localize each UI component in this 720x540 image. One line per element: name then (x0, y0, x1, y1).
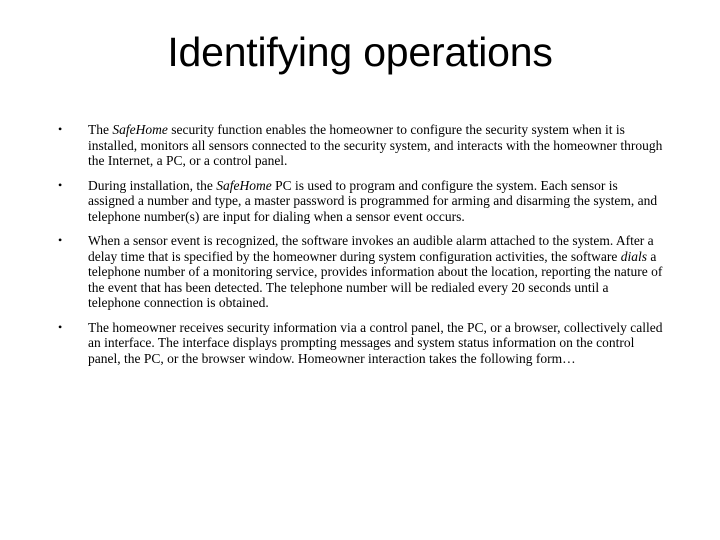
text-segment-italic: SafeHome (216, 177, 272, 193)
bullet-list (56, 122, 664, 375)
bullet-icon: • (58, 177, 63, 192)
bullet-item (56, 320, 664, 367)
text-segment: security function enables the homeowner to configure the security system when it is installed, monitors all sensors connected to the security system, and interacts with the homeowner through the Internet, a PC, or a control panel. (88, 122, 663, 168)
text-segment-italic: dials (620, 248, 647, 264)
bullet-item (56, 233, 664, 311)
bullet-item (56, 178, 664, 225)
text-segment: PC is used to program and configure the system. Each sensor is assigned a number and type, a master password is programmed for arming and disarming the system, and telephone number(s) are input for dialing when a sensor event occurs. (88, 177, 658, 224)
bullet-item (56, 122, 664, 169)
bullet-icon: • (58, 122, 63, 136)
bullet-icon: • (58, 233, 63, 247)
bullet-icon: • (58, 319, 63, 334)
bullet-text (88, 233, 664, 311)
slide-title: Identifying operations (167, 29, 553, 75)
bullet-text (88, 122, 664, 169)
bullet-text (88, 320, 664, 367)
text-segment-italic: SafeHome (112, 122, 168, 137)
bullet-text (88, 178, 664, 225)
text-segment: When a sensor event is recognized, the software invokes an audible alarm attached to the system. After a delay time that is specified by the homeowner during system configuration activities, the software (88, 233, 654, 264)
text-segment: The (88, 122, 113, 137)
text-segment: The homeowner receives security information via a control panel, the PC, or a browser, collectively called an interface. The interface displays prompting messages and system status information on the control panel, the PC, or the browser window. Homeowner interaction takes the following form… (88, 319, 663, 366)
text-segment: a telephone number of a monitoring service, provides information about the location, reporting the nature of the event that has been detected. The telephone number will be redialed every 20 seconds until a telephone connection is obtained. (88, 248, 663, 310)
text-segment: During installation, the (88, 177, 217, 193)
